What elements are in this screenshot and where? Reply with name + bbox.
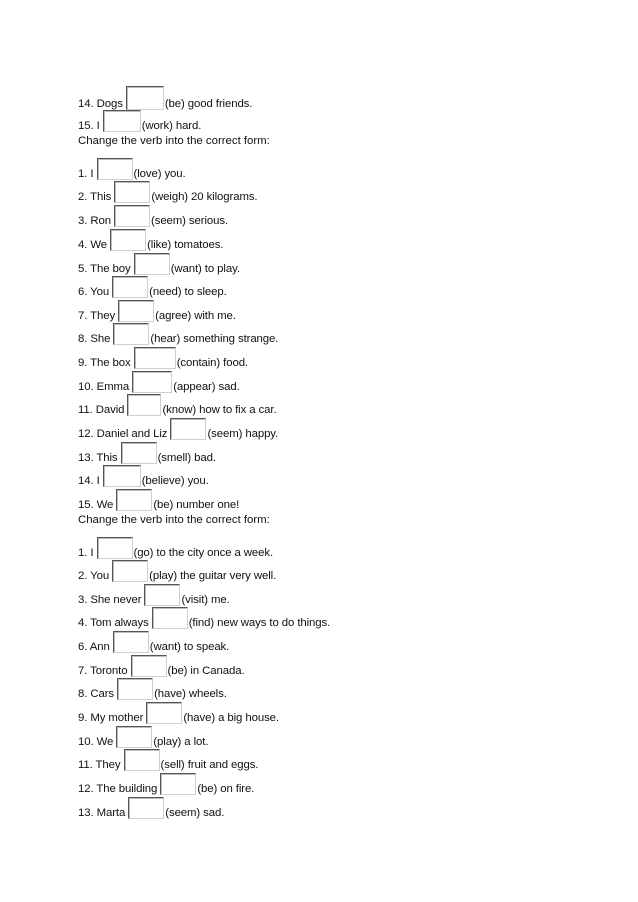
exercise-prompt: 7. They — [78, 310, 119, 322]
exercise-line — [78, 773, 254, 796]
exercise-line — [78, 181, 258, 204]
exercise-hint: (be) on fire. — [197, 783, 255, 795]
exercise-hint: (find) new ways to do things. — [188, 617, 331, 629]
answer-field[interactable] — [97, 158, 133, 180]
answer-field[interactable] — [118, 300, 154, 322]
answer-field[interactable] — [110, 229, 146, 251]
exercise-hint: (play) a lot. — [153, 736, 209, 748]
exercise-prompt: 12. Daniel and Liz — [78, 428, 171, 440]
exercise-prompt: 13. This — [78, 452, 121, 464]
exercise-hint: (hear) something strange. — [150, 333, 279, 345]
exercise-line — [78, 86, 252, 111]
exercise-line — [78, 110, 201, 133]
answer-field[interactable] — [126, 86, 164, 110]
exercise-line — [78, 253, 240, 276]
exercise-prompt: 1. I — [78, 547, 97, 559]
exercise-line — [78, 442, 216, 465]
exercise-line — [78, 655, 245, 678]
exercise-prompt: 13. Marta — [78, 807, 129, 819]
exercise-prompt: 12. The building — [78, 783, 161, 795]
exercise-hint: (have) wheels. — [154, 688, 227, 700]
exercise-line — [78, 702, 279, 725]
exercise-hint: (want) to play. — [170, 263, 240, 275]
section-heading: Change the verb into the correct form: — [78, 135, 270, 147]
exercise-prompt: 9. The box — [78, 357, 134, 369]
exercise-line — [78, 205, 228, 228]
answer-field[interactable] — [113, 631, 149, 653]
exercise-hint: (visit) me. — [181, 594, 230, 606]
exercise-line — [78, 465, 209, 488]
exercise-prompt: 14. Dogs — [78, 98, 126, 110]
exercise-line — [78, 276, 227, 299]
answer-field[interactable] — [114, 205, 150, 227]
exercise-line — [78, 347, 248, 370]
exercise-hint: (seem) sad. — [165, 807, 225, 819]
exercise-hint: (be) in Canada. — [167, 665, 245, 677]
exercise-prompt: 5. The boy — [78, 263, 134, 275]
answer-field[interactable] — [128, 797, 164, 819]
exercise-hint: (appear) sad. — [173, 381, 240, 393]
exercise-prompt: 9. My mother — [78, 712, 147, 724]
exercise-hint: (weigh) 20 kilograms. — [151, 191, 258, 203]
answer-field[interactable] — [117, 678, 153, 700]
exercise-hint: (need) to sleep. — [149, 286, 227, 298]
exercise-hint: (be) number one! — [153, 499, 240, 511]
exercise-prompt: 14. I — [78, 475, 103, 487]
exercise-line — [78, 797, 224, 820]
exercise-hint: (contain) food. — [176, 357, 249, 369]
answer-field[interactable] — [144, 584, 180, 606]
answer-field[interactable] — [112, 560, 148, 582]
exercise-prompt: 3. Ron — [78, 215, 115, 227]
exercise-line — [78, 537, 273, 560]
answer-field[interactable] — [116, 489, 152, 511]
exercise-prompt: 10. We — [78, 736, 117, 748]
answer-field[interactable] — [103, 465, 141, 487]
exercise-hint: (work) hard. — [141, 120, 202, 132]
exercise-line — [78, 229, 223, 252]
exercise-prompt: 11. David — [78, 404, 128, 416]
exercise-prompt: 11. They — [78, 759, 124, 771]
section-heading: Change the verb into the correct form: — [78, 514, 270, 526]
exercise-line — [78, 607, 330, 630]
exercise-line — [78, 678, 227, 701]
exercise-prompt: 2. This — [78, 191, 115, 203]
exercise-prompt: 4. We — [78, 239, 111, 251]
exercise-hint: (want) to speak. — [149, 641, 230, 653]
answer-field[interactable] — [114, 181, 150, 203]
answer-field[interactable] — [152, 607, 188, 629]
answer-field[interactable] — [134, 253, 170, 275]
exercise-prompt: 3. She never — [78, 594, 145, 606]
answer-field[interactable] — [160, 773, 196, 795]
exercise-line — [78, 323, 278, 346]
answer-field[interactable] — [113, 323, 149, 345]
exercise-line — [78, 418, 278, 441]
exercise-prompt: 6. Ann — [78, 641, 113, 653]
answer-field[interactable] — [146, 702, 182, 724]
exercise-hint: (be) good friends. — [164, 98, 253, 110]
exercise-prompt: 15. I — [78, 120, 103, 132]
exercise-prompt: 8. She — [78, 333, 114, 345]
exercise-hint: (play) the guitar very well. — [149, 570, 277, 582]
answer-field[interactable] — [97, 537, 133, 559]
answer-field[interactable] — [132, 371, 172, 393]
exercise-line — [78, 631, 229, 654]
answer-field[interactable] — [103, 110, 141, 132]
exercise-hint: (like) tomatoes. — [147, 239, 224, 251]
exercise-hint: (seem) serious. — [151, 215, 229, 227]
exercise-hint: (have) a big house. — [183, 712, 279, 724]
exercise-line — [78, 300, 236, 323]
exercise-line — [78, 560, 276, 583]
exercise-hint: (believe) you. — [141, 475, 209, 487]
exercise-line — [78, 158, 186, 181]
exercise-prompt: 8. Cars — [78, 688, 118, 700]
exercise-hint: (sell) fruit and eggs. — [160, 759, 259, 771]
exercise-hint: (seem) happy. — [207, 428, 279, 440]
exercise-hint: (know) how to fix a car. — [162, 404, 277, 416]
answer-field[interactable] — [134, 347, 176, 369]
exercise-prompt: 1. I — [78, 168, 97, 180]
exercise-line — [78, 584, 230, 607]
exercise-hint: (smell) bad. — [157, 452, 216, 464]
exercise-prompt: 2. You — [78, 570, 113, 582]
answer-field[interactable] — [131, 655, 167, 677]
answer-field[interactable] — [121, 442, 157, 464]
exercise-line — [78, 371, 240, 394]
answer-field[interactable] — [124, 749, 160, 771]
exercise-prompt: 7. Toronto — [78, 665, 131, 677]
exercise-line — [78, 726, 208, 749]
exercise-prompt: 4. Tom always — [78, 617, 152, 629]
exercise-hint: (go) to the city once a week. — [133, 547, 274, 559]
answer-field[interactable] — [112, 276, 148, 298]
exercise-prompt: 6. You — [78, 286, 113, 298]
exercise-line — [78, 394, 277, 417]
answer-field[interactable] — [116, 726, 152, 748]
exercise-line — [78, 749, 258, 772]
exercise-hint: (love) you. — [133, 168, 186, 180]
answer-field[interactable] — [170, 418, 206, 440]
exercise-line — [78, 489, 239, 512]
exercise-hint: (agree) with me. — [155, 310, 236, 322]
answer-field[interactable] — [127, 394, 161, 416]
exercise-prompt: 15. We — [78, 499, 117, 511]
exercise-prompt: 10. Emma — [78, 381, 133, 393]
